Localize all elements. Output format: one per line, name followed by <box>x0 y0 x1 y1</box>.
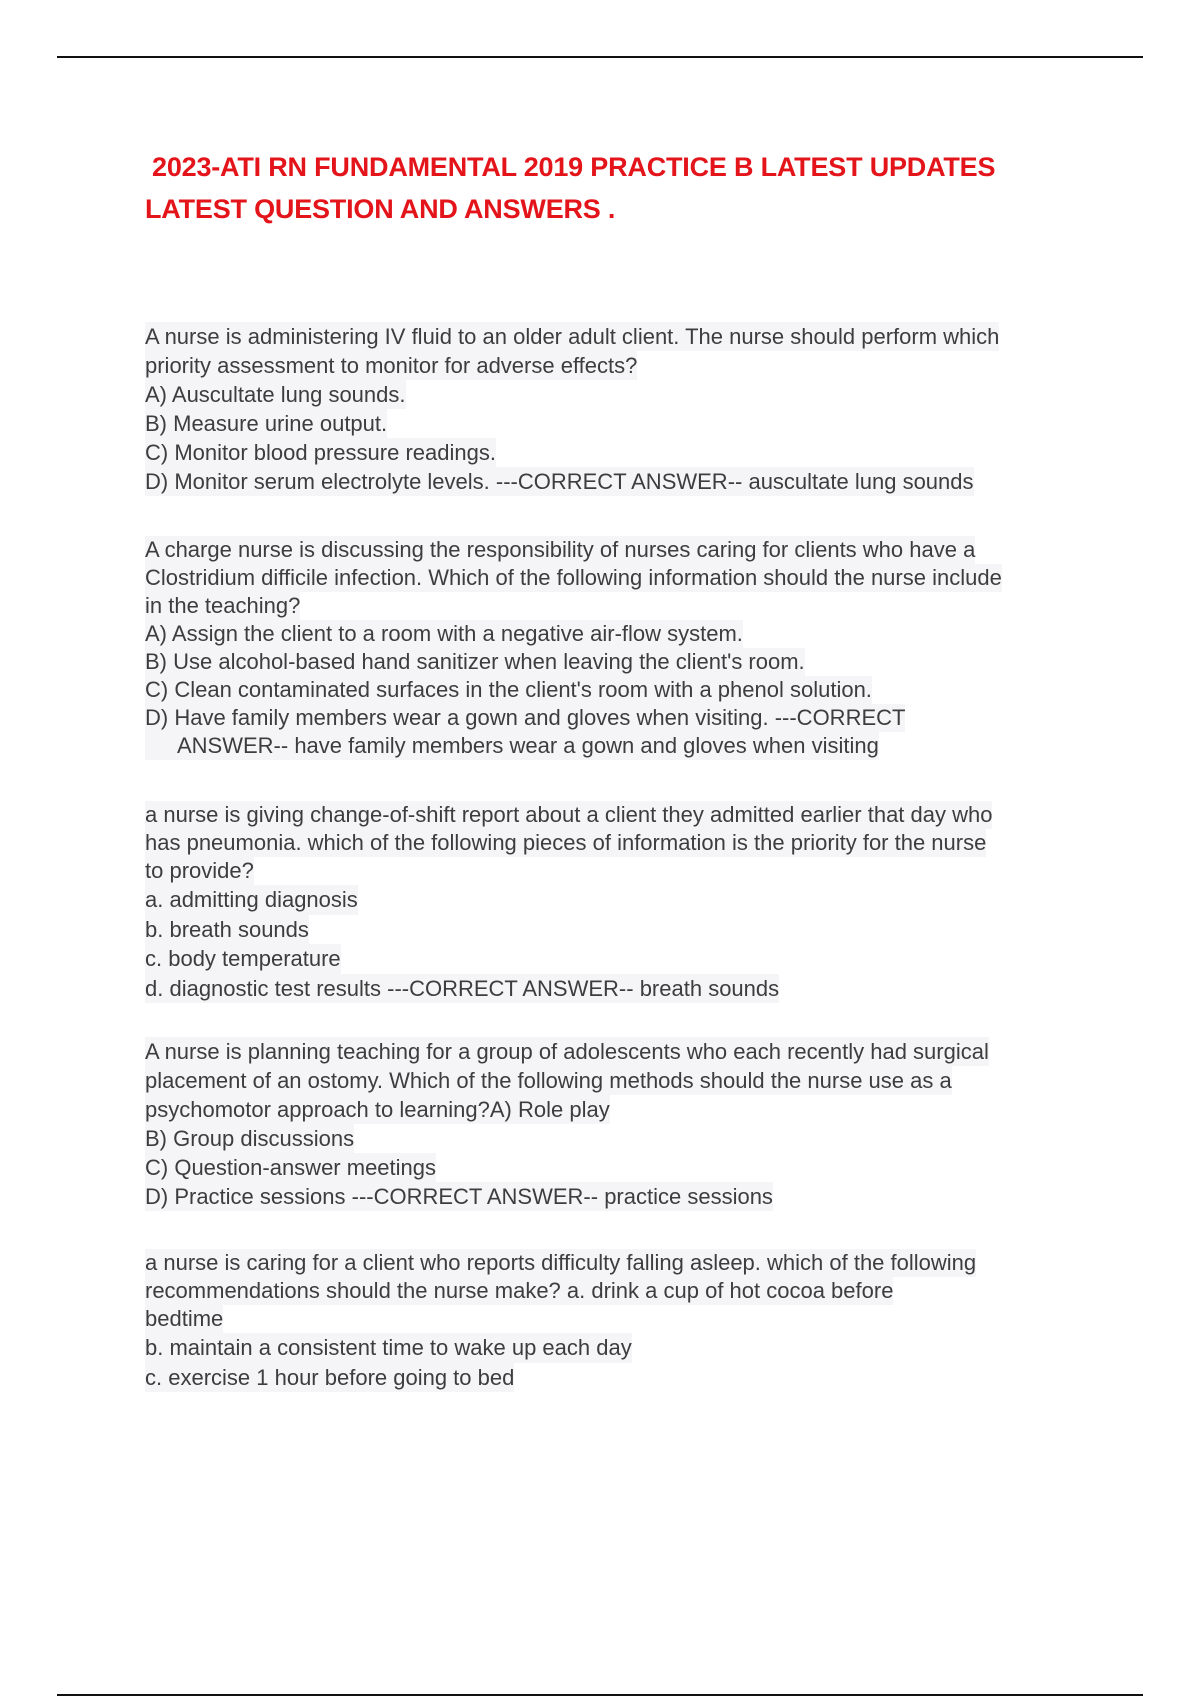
question-text-line: A nurse is administering IV fluid to an older adult client. The nurse should perform which <box>145 324 1000 349</box>
answer-option: a. admitting diagnosis <box>145 885 358 915</box>
answer-option: A) Auscultate lung sounds. <box>145 382 406 407</box>
answer-option: b. breath sounds <box>145 915 309 945</box>
title-line-2: LATEST QUESTION AND ANSWERS . <box>145 194 616 224</box>
answer-option: B) Group discussions <box>145 1126 355 1151</box>
question-text-line: bedtime <box>145 1306 224 1331</box>
question-text-line: in the teaching? <box>145 593 301 618</box>
answer-option: c. body temperature <box>145 944 341 974</box>
question-text-line: A nurse is planning teaching for a group of adolescents who each recently had surgical <box>145 1039 989 1064</box>
answer-option: c. exercise 1 hour before going to bed <box>145 1363 514 1393</box>
question-block-2 <box>145 536 1095 760</box>
question-text-line: psychomotor approach to learning?A) Role play <box>145 1097 610 1122</box>
question-block-4 <box>145 1037 1095 1211</box>
question-text-line: A charge nurse is discussing the responsibility of nurses caring for clients who have a <box>145 537 976 562</box>
answer-option: C) Clean contaminated surfaces in the client's room with a phenol solution. <box>145 677 872 702</box>
answer-option: b. maintain a consistent time to wake up each day <box>145 1333 632 1363</box>
question-text-line: priority assessment to monitor for adverse effects? <box>145 353 638 378</box>
answer-option: C) Question-answer meetings <box>145 1155 437 1180</box>
answer-option: A) Assign the client to a room with a negative air-flow system. <box>145 621 743 646</box>
question-text-line: a nurse is giving change-of-shift report about a client they admitted earlier that day who <box>145 802 993 827</box>
question-text-line: a nurse is caring for a client who reports difficulty falling asleep. which of the following <box>145 1250 977 1275</box>
question-text-line: recommendations should the nurse make? a. drink a cup of hot cocoa before <box>145 1278 894 1303</box>
answer-option: B) Measure urine output. <box>145 411 388 436</box>
top-rule <box>57 56 1143 58</box>
answer-option: B) Use alcohol-based hand sanitizer when leaving the client's room. <box>145 649 805 674</box>
bottom-rule <box>57 1694 1143 1696</box>
answer-option-with-correct-answer: d. diagnostic test results ---CORRECT ANSWER-- breath sounds <box>145 974 779 1004</box>
answer-option-with-correct-answer: D) Have family members wear a gown and gloves when visiting. ---CORRECT <box>145 705 906 730</box>
answer-option: C) Monitor blood pressure readings. <box>145 440 496 465</box>
question-block-1 <box>145 322 1095 496</box>
question-text-line: placement of an ostomy. Which of the following methods should the nurse use as a <box>145 1068 952 1093</box>
question-text-line: to provide? <box>145 858 254 883</box>
answer-option-with-correct-answer: D) Monitor serum electrolyte levels. ---CORRECT ANSWER-- auscultate lung sounds <box>145 469 974 494</box>
question-text-line: Clostridium difficile infection. Which of the following information should the nurse include <box>145 565 1002 590</box>
document-title <box>145 146 1105 230</box>
question-block-5 <box>145 1249 1095 1392</box>
answer-option-with-correct-answer: D) Practice sessions ---CORRECT ANSWER-- practice sessions <box>145 1184 773 1209</box>
title-line-1: 2023-ATI RN FUNDAMENTAL 2019 PRACTICE B LATEST UPDATES <box>152 152 996 182</box>
question-text-line: has pneumonia. which of the following pieces of information is the priority for the nurse <box>145 830 987 855</box>
correct-answer-continuation: ANSWER-- have family members wear a gown and gloves when visiting <box>145 732 879 760</box>
question-block-3 <box>145 801 1095 1003</box>
